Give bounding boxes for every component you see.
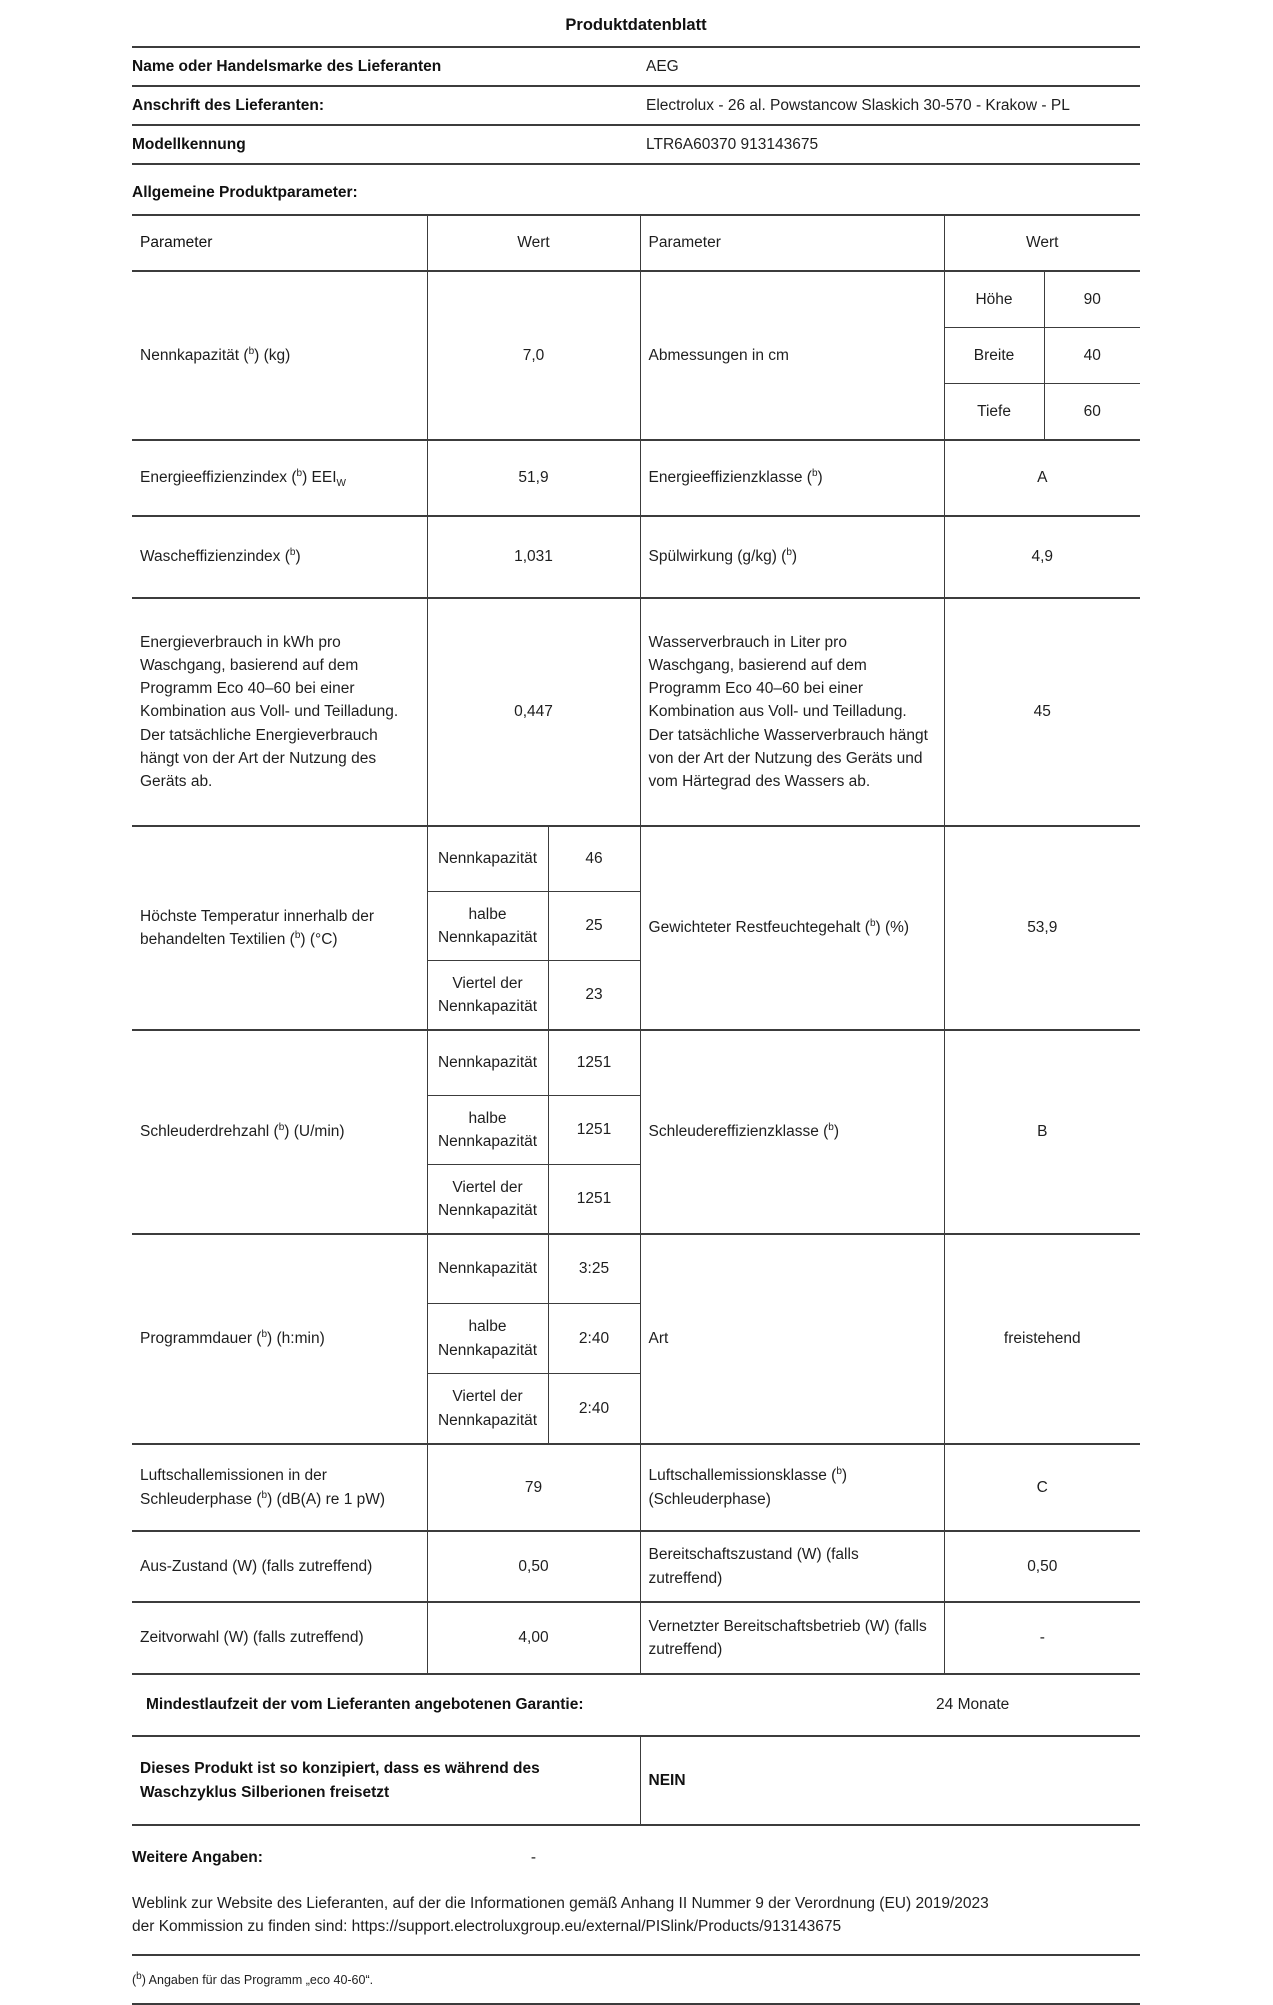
sub-label: halbe Nennkapazität [427,1304,548,1374]
sub-value: 1251 [548,1096,640,1165]
param-value: freistehend [944,1234,1140,1444]
table-row [132,1531,1140,1602]
additional-info-label: Weitere Angaben: [132,1849,263,1866]
param-value: 45 [944,598,1140,826]
col-header-wert-left: Wert [427,215,640,271]
sub-label: Nennkapazität [427,826,548,892]
param-label: Aus-Zustand (W) (falls zutreffend) [132,1531,427,1602]
supplier-weblink-text: Weblink zur Website des Lieferanten, auf der die Informationen gemäß Anhang II Nummer 9 der Verordnung (EU) 2019/2023 der Kommission zu finden sind: https://support.electroluxgroup.eu/external/PISlink/Products/913143675 [132,1895,989,1936]
table-header-row [132,215,1140,271]
param-label: Gewichteter Restfeuchtegehalt ($^b$) (%) [640,826,944,1030]
warranty-row [132,1674,1140,1736]
sub-label: Tiefe [944,384,1044,441]
sub-value: 1251 [548,1165,640,1235]
sub-value: 1251 [548,1030,640,1096]
param-value: B [944,1030,1140,1234]
param-label: Höchste Temperatur innerhalb der behandelten Textilien ($^b$) (°C) [132,826,427,1030]
sub-label: Breite [944,328,1044,384]
param-label: Wasserverbrauch in Liter pro Waschgang, basierend auf dem Programm Eco 40–60 bei einer Kombination aus Voll- und Teilladung. Der tatsächliche Wasserverbrauch hängt von der Art der Nutzung des Geräts und vom Härtegrad des Wassers ab. [640,598,944,826]
sub-label: Höhe [944,271,1044,328]
param-label: Energieeffizienzklasse ($^b$) [640,440,944,516]
sub-label: Nennkapazität [427,1030,548,1096]
param-label: Luftschallemissionsklasse ($^b$) (Schleuderphase) [640,1444,944,1531]
param-label: Spülwirkung (g/kg) ($^b$) [640,516,944,598]
warranty-value: 24 Monate [936,1696,1010,1714]
param-value: 51,9 [427,440,640,516]
supplier-address-value: Electrolux - 26 al. Powstancow Slaskich 30-570 - Krakow - PL [646,96,1070,114]
param-value: 4,00 [427,1602,640,1674]
param-label: Energieverbrauch in kWh pro Waschgang, basierend auf dem Programm Eco 40–60 bei einer Kombination aus Voll- und Teilladung. Der tatsächliche Energieverbrauch hängt von der Art der Nutzung des Geräts ab. [132,598,427,826]
param-label: Nennkapazität ($^b$) (kg) [132,271,427,440]
param-value: 79 [427,1444,640,1531]
sub-label: halbe Nennkapazität [427,892,548,961]
supplier-name-label: Name oder Handelsmarke des Lieferanten [132,57,442,75]
param-label: Abmessungen in cm [640,271,944,440]
model-id-row [132,124,1140,163]
additional-info-row [132,1838,1140,1878]
sub-value: 60 [1044,384,1140,441]
param-label: Art [640,1234,944,1444]
param-value: 1,031 [427,516,640,598]
table-row [132,598,1140,826]
sub-label: halbe Nennkapazität [427,1096,548,1165]
table-row [132,516,1140,598]
silver-ions-row [132,1736,1140,1825]
param-value: 53,9 [944,826,1140,1030]
sub-value: 23 [548,961,640,1031]
param-label: Schleuderdrehzahl ($^b$) (U/min) [132,1030,427,1234]
param-label: Luftschallemissionen in der Schleuderphase ($^b$) (dB(A) re 1 pW) [132,1444,427,1531]
sub-value: 25 [548,892,640,961]
supplier-info-block [132,46,1140,165]
table-row [132,1444,1140,1531]
param-value: A [944,440,1140,516]
additional-info-value: - [530,1849,537,1866]
sub-label: Viertel der Nennkapazität [427,1165,548,1235]
table-row [132,440,1140,516]
param-label: Wascheffizienzindex ($^b$) [132,516,427,598]
param-label: Energieeffizienzindex ($^b$) $EEI_W$ [132,440,427,516]
table-row [132,1234,1140,1304]
silver-ions-label: Dieses Produkt ist so konzipiert, dass es während des Waschzyklus Silberionen freisetzt [132,1736,640,1825]
warranty-label: Mindestlaufzeit der vom Lieferanten angebotenen Garantie: [146,1695,584,1713]
col-header-parameter-right: Parameter [640,215,944,271]
table-row [132,271,1140,328]
section-heading: Allgemeine Produktparameter: [132,184,358,201]
document-body [132,0,1140,2005]
param-value: 0,50 [944,1531,1140,1602]
param-value: 4,9 [944,516,1140,598]
sub-label: Viertel der Nennkapazität [427,1374,548,1445]
product-parameters-table [132,214,1140,1826]
supplier-address-row [132,85,1140,124]
param-value: 0,50 [427,1531,640,1602]
sub-value: 90 [1044,271,1140,328]
page-title: Produktdatenblatt [565,16,707,34]
sub-value: 2:40 [548,1374,640,1445]
param-label: Vernetzter Bereitschaftsbetrieb (W) (falls zutreffend) [640,1602,944,1674]
sub-value: 3:25 [548,1234,640,1304]
param-label: Zeitvorwahl (W) (falls zutreffend) [132,1602,427,1674]
param-label: Schleudereffizienzklasse ($^b$) [640,1030,944,1234]
param-label: Bereitschaftszustand (W) (falls zutreffend) [640,1531,944,1602]
horizontal-rule [132,2003,1140,2005]
silver-ions-value: NEIN [640,1736,1140,1825]
sub-value: 40 [1044,328,1140,384]
sub-label: Nennkapazität [427,1234,548,1304]
sub-value: 2:40 [548,1304,640,1374]
param-value: 0,447 [427,598,640,826]
table-row [132,1030,1140,1096]
col-header-wert-right: Wert [944,215,1140,271]
table-row [132,1602,1140,1674]
supplier-name-row [132,46,1140,85]
footnote-b: ($^b$) Angaben für das Programm „eco 40-60“. [132,1970,374,1987]
supplier-name-value: AEG [646,57,679,75]
horizontal-rule [132,1954,1140,1956]
supplier-address-label: Anschrift des Lieferanten: [132,96,325,114]
sub-label: Viertel der Nennkapazität [427,961,548,1031]
param-label: Programmdauer ($^b$) (h:min) [132,1234,427,1444]
param-value: C [944,1444,1140,1531]
model-id-value: LTR6A60370 913143675 [646,135,819,153]
sub-value: 46 [548,826,640,892]
model-id-label: Modellkennung [132,135,246,153]
table-row [132,826,1140,892]
col-header-parameter-left: Parameter [140,234,213,252]
param-value: - [944,1602,1140,1674]
param-value: 7,0 [427,271,640,440]
